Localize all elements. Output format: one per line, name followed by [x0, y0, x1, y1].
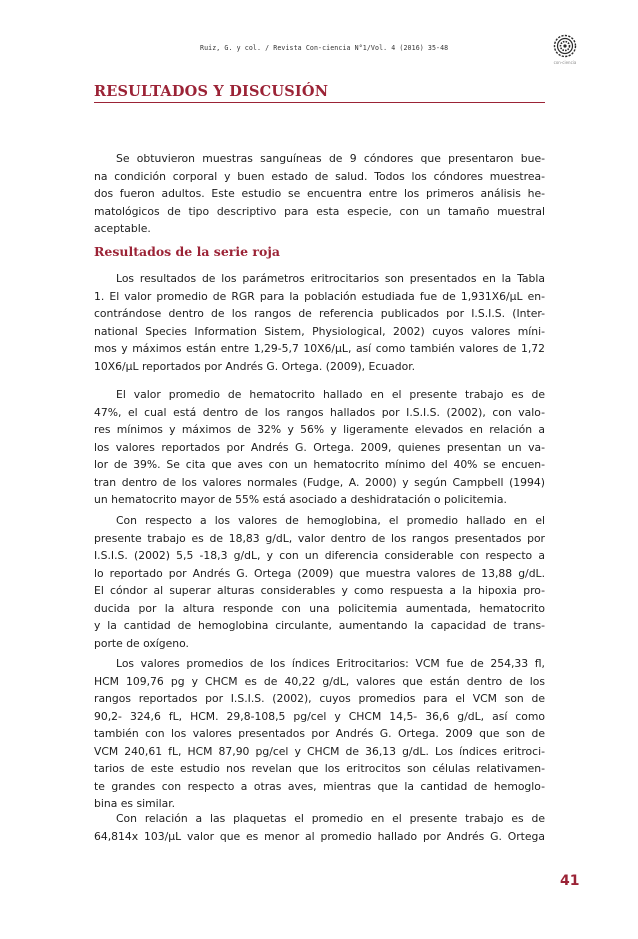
text-line: también con los valores presentados por Andrés G. Ortega. 2009 que son de: [94, 727, 545, 740]
text-line: un hematocrito mayor de 55% está asociado a deshidratación o policitemia.: [94, 493, 507, 506]
text-line: 90,2- 324,6 fL, HCM. 29,8-108,5 pg/cel y CHCM 14,5- 36,6 g/dL, así como: [94, 709, 545, 723]
text-line: res mínimos y máximos de 32% y 56% y ligeramente elevados en relación a: [94, 423, 545, 436]
text-line: 1. El valor promedio de RGR para la población estudiada fue de 1,931X6/µL en-: [94, 289, 545, 303]
text-line: national Species Information Sistem, Physiological, 2002) cuyos valores míni-: [94, 324, 545, 338]
text-line: contrándose dentro de los rangos de referencia publicados por I.S.I.S. (Inter-: [94, 307, 545, 320]
running-header: Ruiz, G. y col. / Revista Con-ciencia N°1/Vol. 4 (2016) 35-48: [200, 44, 449, 52]
page-number: 41: [560, 873, 580, 889]
subsection-title: Resultados de la serie roja: [94, 244, 280, 259]
text-line: tran dentro de los valores normales (Fudge, A. 2000) y según Campbell (1994): [94, 475, 545, 489]
paragraph-intro: [94, 150, 545, 238]
text-line: El valor promedio de hematocrito hallado en el presente trabajo es de: [116, 388, 545, 401]
text-line: I.S.I.S. (2002) 5,5 -18,3 g/dL, y con un diferencia considerable con respecto a: [94, 549, 545, 562]
text-line: mos y máximos están entre 1,29-5,7 10X6/µL, así como también valores de 1,72: [94, 342, 545, 355]
text-line: matológicos de tipo descriptivo para esta especie, con un tamaño muestral: [94, 204, 545, 218]
text-line: 47%, el cual está dentro de los rangos hallados por I.S.I.S. (2002), con valo-: [94, 405, 545, 419]
text-line: lor de 39%. Se cita que aves con un hematocrito mínimo del 40% se encuen-: [94, 458, 545, 471]
text-line: y la cantidad de hemoglobina circulante, aumentando la capacidad de trans-: [94, 619, 545, 632]
text-line: Se obtuvieron muestras sanguíneas de 9 cóndores que presentaron bue-: [116, 152, 545, 165]
text-line: bina es similar.: [94, 797, 176, 810]
paragraph-hemoglobin: [94, 512, 545, 652]
text-line: tarios de este estudio nos revelan que los eritrocitos son células relativamen-: [94, 762, 545, 775]
text-line: Con relación a las plaquetas el promedio en el presente trabajo es de: [116, 812, 545, 825]
text-line: rangos reportados por I.S.I.S. (2002), cuyos promedios para el VCM son de: [94, 692, 545, 705]
paragraph-indices: [94, 655, 545, 813]
paragraph-erythrocyte-params: [94, 270, 545, 375]
text-line: Con respecto a los valores de hemoglobina, el promedio hallado en el: [116, 514, 545, 527]
journal-logo: [549, 34, 581, 68]
text-line: HCM 109,76 pg y CHCM es de 40,22 g/dL, valores que están dentro de los: [94, 674, 545, 688]
section-title: RESULTADOS Y DISCUSIÓN: [94, 83, 329, 100]
text-line: na condición corporal y buen estado de salud. Todos los cóndores muestrea-: [94, 169, 545, 183]
text-line: lo reportado por Andrés G. Ortega (2009) que muestra valores de 13,88 g/dL.: [94, 566, 545, 580]
text-line: El cóndor al superar alturas considerables y como respuesta a la hipoxia pro-: [94, 584, 545, 597]
text-line: presente trabajo es de 18,83 g/dL, valor dentro de los rangos presentados por: [94, 531, 545, 545]
text-line: aceptable.: [94, 222, 151, 235]
text-line: 10X6/µL reportados por Andrés G. Ortega. (2009), Ecuador.: [94, 359, 416, 373]
gear-logo-icon: [549, 34, 581, 60]
text-line: Los resultados de los parámetros eritrocitarios son presentados en la Tabla: [116, 272, 545, 285]
paragraph-hematocrit: [94, 386, 545, 509]
text-line: te grandes con respecto a otras aves, mientras que la cantidad de hemoglo-: [94, 779, 545, 793]
text-line: los valores reportados por Andrés G. Ortega. 2009, quienes presentan un va-: [94, 440, 545, 454]
text-line: VCM 240,61 fL, HCM 87,90 pg/cel y CHCM de 36,13 g/dL. Los índices eritroci-: [94, 744, 545, 758]
text-line: porte de oxígeno.: [94, 636, 189, 650]
text-line: ducida por la altura responde con una policitemia aumentada, hematocrito: [94, 601, 545, 615]
text-line: dos fueron adultos. Este estudio se encuentra entre los primeros análisis he-: [94, 187, 545, 200]
logo-caption: con-ciencia: [553, 60, 577, 65]
section-divider: [94, 102, 545, 103]
text-line: Los valores promedios de los índices Eritrocitarios: VCM fue de 254,33 fl,: [116, 657, 545, 670]
paragraph-platelets: [94, 810, 545, 845]
text-line: 64,814x 103/µL valor que es menor al promedio hallado por Andrés G. Ortega: [94, 829, 545, 843]
